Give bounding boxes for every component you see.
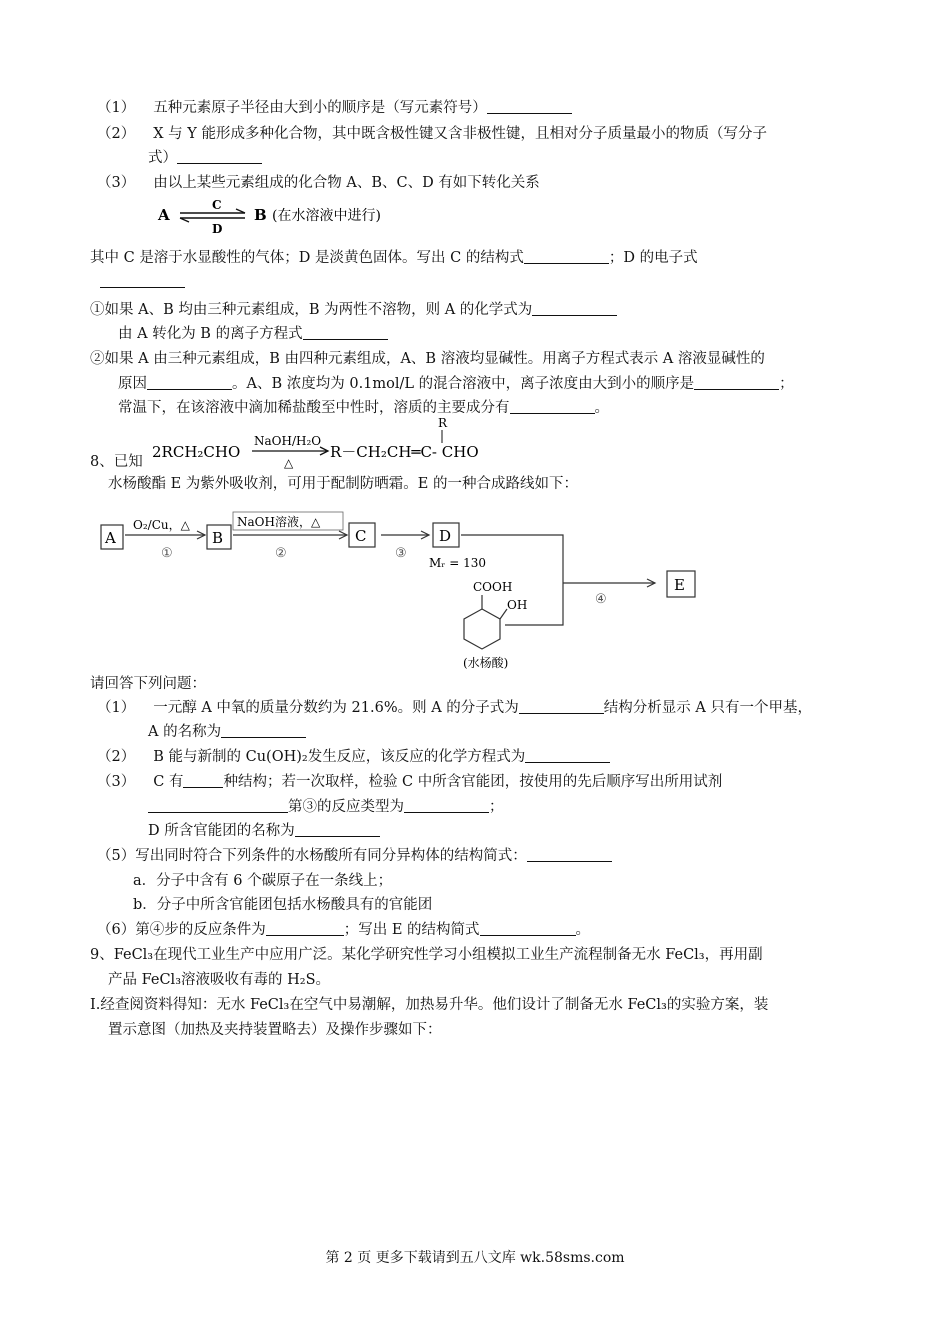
q7-case-2-text-2: 原因: [118, 376, 147, 392]
q8-item-3-text-2: 种结构；若一次取样，检验 C 中所含官能团，按使用的先后顺序写出所用试剂: [223, 774, 723, 790]
scheme-d: D: [212, 222, 223, 235]
q7-c-d-text: 其中 C 是溶于水显酸性的气体；D 是淡黄色固体。写出 C 的结构式: [90, 250, 524, 266]
q8-intro: 水杨酸酯 E 为紫外吸收剂，可用于配制防晒霜。E 的一种合成路线如下：: [108, 476, 578, 492]
q7-d-electron-blank-line: [100, 272, 185, 292]
q7-case-2-text-4: 常温下，在该溶液中滴加稀盐酸至中性时，溶质的主要成分有: [118, 400, 510, 416]
q8-item-3-text-4: D 所含官能团的名称为: [148, 823, 295, 839]
q8-ask: 请回答下列问题：: [90, 676, 206, 692]
scheme-a: A: [158, 206, 170, 224]
q7-c-d-text-2: ；D 的电子式: [608, 250, 698, 266]
q8-answer-blank-reagents[interactable]: [148, 798, 288, 813]
salicylic-label: (水杨酸): [463, 656, 509, 670]
q7-answer-blank-a-formula[interactable]: [532, 301, 617, 316]
q7-case-1-text-2: 由 A 转化为 B 的离子方程式: [118, 326, 303, 342]
q8-item-3-text: C 有: [153, 774, 184, 790]
reaction-r-substituent: R: [438, 416, 448, 430]
q7-case-1: [90, 300, 617, 320]
q7-case-1-text: ①如果 A、B 均由三种元素组成，B 为两性不溶物，则 A 的化学式为: [90, 302, 533, 318]
route-step2-reagent: NaOH溶液，△: [237, 515, 321, 529]
q8-item-6-text: （6）第④步的反应条件为: [97, 922, 266, 938]
scheme-b: B: [254, 206, 267, 224]
q8-item-3-text-3: 第③的反应类型为: [288, 799, 404, 815]
q8-answer-blank-equation[interactable]: [525, 748, 610, 763]
q8-item-3-cont-2: [148, 821, 380, 841]
q8-item-1-text-2: 结构分析显示 A 只有一个甲基，: [603, 700, 812, 716]
reaction-cond-bottom: △: [284, 456, 294, 470]
q7-item-3-text: 由以上某些元素组成的化合物 A、B、C、D 有如下转化关系: [153, 175, 540, 191]
q7-answer-blank-d-electron[interactable]: [100, 273, 185, 288]
page-footer: 第 2 页 更多下载请到五八文库 wk.58sms.com: [325, 1250, 625, 1266]
q7-answer-blank-1[interactable]: [487, 99, 572, 114]
q7-answer-blank-c-structure[interactable]: [524, 249, 609, 264]
reaction-left: 2RCH₂CHO: [152, 443, 241, 461]
q8-known-reaction: [150, 415, 530, 473]
q8-answer-blank-isomer-structures[interactable]: [527, 847, 612, 862]
salicylic-cooh: COOH: [473, 580, 513, 594]
route-step4: ④: [595, 592, 607, 607]
route-step1: ①: [161, 546, 173, 561]
q8-item-5: [97, 846, 612, 866]
q7-scheme-diagram: [150, 195, 430, 235]
q8-item-1-cont: [148, 722, 306, 742]
q8-item-3-cont: [148, 797, 504, 817]
q7-case-2-cont: [118, 374, 794, 394]
q7-item-1-text: 五种元素原子半径由大到小的顺序是（写元素符号）: [153, 100, 487, 116]
q7-item-1-number: （1）: [97, 100, 136, 116]
q7-case-1-cont: [118, 324, 388, 344]
route-c: C: [355, 527, 367, 545]
q9-line-2: 产品 FeCl₃溶液吸收有毒的 H₂S。: [108, 972, 331, 988]
route-mr: Mᵣ = 130: [429, 556, 487, 570]
q7-item-3: [97, 173, 540, 193]
q8-item-1: [97, 698, 812, 718]
salicylic-oh: OH: [507, 598, 528, 612]
q7-c-d-line: [90, 248, 698, 268]
q8-item-3-number: （3）: [97, 774, 136, 790]
route-a: A: [105, 529, 116, 547]
q8-item-6: [97, 920, 590, 940]
q8-known-label: 8、已知: [90, 454, 143, 470]
q8-item-2: [97, 747, 610, 767]
q8-answer-blank-functional-group[interactable]: [295, 822, 380, 837]
q7-answer-blank-2[interactable]: [177, 149, 262, 164]
q7-answer-blank-reason[interactable]: [147, 375, 232, 390]
q8-answer-blank-reaction-type[interactable]: [404, 798, 489, 813]
oh-bond: [500, 609, 507, 619]
reaction-right: R－CH₂CH═C- CHO: [330, 443, 479, 461]
q8-answer-blank-isomers[interactable]: [183, 773, 223, 788]
q8-item-1-text: 一元醇 A 中氧的质量分数约为 21.6%。则 A 的分子式为: [153, 700, 519, 716]
q8-answer-blank-a-name[interactable]: [221, 723, 306, 738]
q8-item-1-text-3: A 的名称为: [148, 724, 222, 740]
q7-answer-blank-ion-order[interactable]: [694, 375, 779, 390]
q7-period: 。: [594, 400, 609, 416]
q7-item-2: [97, 124, 767, 144]
q8-synthesis-route: [95, 505, 715, 670]
q7-item-1: [97, 98, 572, 118]
q7-item-2-text-cont: 式）: [148, 150, 177, 166]
q8-item-2-number: （2）: [97, 749, 136, 765]
q9-line-3: I.经查阅资料得知：无水 FeCl₃在空气中易潮解，加热易升华。他们设计了制备无水 FeCl₃的实验方案，装: [90, 997, 769, 1013]
q8-answer-blank-e-structure[interactable]: [480, 921, 576, 936]
q7-answer-blank-solute[interactable]: [510, 399, 595, 414]
route-d: D: [439, 527, 452, 545]
q7-answer-blank-ionic-eq[interactable]: [303, 325, 388, 340]
reaction-cond-top: NaOH/H₂O: [254, 434, 322, 448]
q7-case-2-text: ②如果 A 由三种元素组成，B 由四种元素组成，A、B 溶液均显碱性。用离子方程式表示 A 溶液显碱性的: [90, 351, 765, 367]
route-b: B: [212, 529, 224, 547]
q8-item-6-text-2: ；写出 E 的结构简式: [343, 922, 480, 938]
q7-item-2-text: X 与 Y 能形成多种化合物，其中既含极性键又含非极性键，且相对分子质量最小的物质（写分子: [153, 126, 767, 142]
q8-item-2-text: B 能与新制的 Cu(OH)₂发生反应，该反应的化学方程式为: [153, 749, 526, 765]
q7-item-2-number: （2）: [97, 126, 136, 142]
q8-period: 。: [575, 922, 591, 938]
scheme-c: C: [212, 198, 222, 212]
q7-item-3-number: （3）: [97, 175, 136, 191]
q8-item-3: [97, 772, 722, 792]
q8-item-5-text: （5）写出同时符合下列条件的水杨酸所有同分异构体的结构简式：: [97, 848, 527, 864]
q7-case-2-text-3: 。A、B 浓度均为 0.1mol/L 的混合溶液中，离子浓度由大到小的顺序是: [232, 376, 695, 392]
q8-answer-blank-conditions[interactable]: [266, 921, 344, 936]
route-step2: ②: [275, 546, 287, 561]
benzene-ring: [464, 609, 500, 649]
q9-line-4: 置示意图（加热及夹持装置略去）及操作步骤如下：: [108, 1022, 442, 1038]
q8-item-1-number: （1）: [97, 700, 136, 716]
route-step1-reagent: O₂/Cu，△: [133, 518, 190, 532]
q7-case-2: [90, 349, 765, 369]
q9-line-1: 9、FeCl₃在现代工业生产中应用广泛。某化学研究性学习小组模拟工业生产流程制备无水 FeCl₃，再用副: [90, 947, 763, 963]
route-step3: ③: [395, 546, 407, 561]
q7-semicolon: ；: [779, 376, 794, 392]
q8-item-5a: a．分子中含有 6 个碳原子在一条线上；: [133, 873, 393, 889]
scheme-note: (在水溶液中进行): [272, 208, 381, 224]
route-e: E: [674, 576, 685, 594]
q8-item-5b: b．分子中所含官能团包括水杨酸具有的官能团: [133, 897, 433, 913]
q8-semicolon: ；: [489, 799, 504, 815]
q8-answer-blank-a-formula[interactable]: [519, 699, 604, 714]
q7-item-2-cont: [148, 148, 262, 168]
